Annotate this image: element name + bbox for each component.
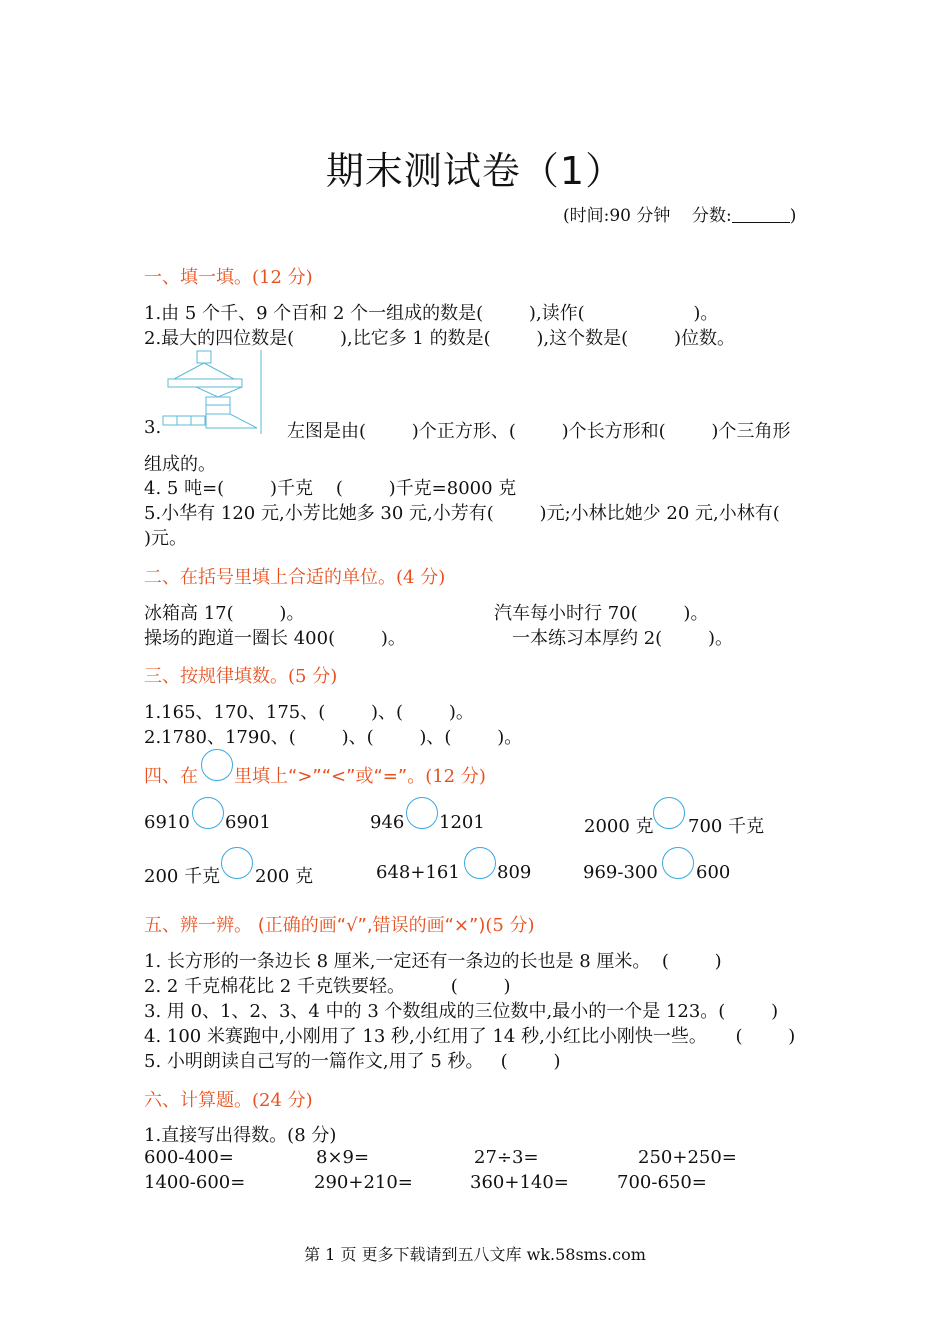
compare-4-right: 200 克 xyxy=(255,866,314,887)
fig-mid-rect xyxy=(206,397,230,405)
fig-bar xyxy=(168,379,242,387)
s2-item-a: 冰箱高 17( )。 xyxy=(144,603,305,624)
s5-question-5: 5. 小明朗读自己写的一篇作文,用了 5 秒。 ( ) xyxy=(144,1051,561,1072)
calc-item: 27÷3= xyxy=(474,1147,539,1168)
fig-base-square-1 xyxy=(163,416,177,425)
compare-1-circle[interactable] xyxy=(192,797,224,829)
s5-question-2: 2. 2 千克棉花比 2 千克铁要轻。 ( ) xyxy=(144,976,511,997)
compare-5-right: 809 xyxy=(497,862,532,883)
compare-5-circle[interactable] xyxy=(464,847,496,879)
page-footer: 第 1 页 更多下载请到五八文库 wk.58sms.com xyxy=(304,1245,646,1264)
tangram-figure xyxy=(160,350,265,436)
compare-3-left: 2000 克 xyxy=(584,816,654,837)
compare-2-left: 946 xyxy=(370,812,405,833)
compare-1-right: 6901 xyxy=(225,812,271,833)
s1-question-5: 5.小华有 120 元,小芳比她多 30 元,小芳有( )元;小林比她少 20 元,小林有( xyxy=(144,503,780,524)
fig-top-square xyxy=(197,351,211,363)
section-5-heading: 五、辨一辨。 (正确的画“√”,错误的画“×”)(5 分) xyxy=(144,915,535,936)
s1-question-4: 4. 5 吨=( )千克 ( )千克=8000 克 xyxy=(144,478,517,499)
compare-2-right: 1201 xyxy=(439,812,485,833)
score-blank[interactable] xyxy=(732,206,790,223)
fig-triangle xyxy=(174,363,234,379)
calc-item: 250+250= xyxy=(638,1147,737,1168)
compare-6-right: 600 xyxy=(696,862,731,883)
s3-question-2: 2.1780、1790、( )、( )、( )。 xyxy=(144,727,523,748)
time-label: (时间:90 分钟 xyxy=(563,206,671,226)
compare-3-right: 700 千克 xyxy=(688,816,765,837)
s2-item-c: 操场的跑道一圈长 400( )。 xyxy=(144,628,406,649)
compare-4-left: 200 千克 xyxy=(144,866,221,887)
heading-circle-icon xyxy=(201,749,233,781)
s1-question-2: 2.最大的四位数是( ),比它多 1 的数是( ),这个数是( )位数。 xyxy=(144,328,735,349)
compare-4-circle[interactable] xyxy=(221,847,253,879)
s2-item-b: 汽车每小时行 70( )。 xyxy=(494,603,709,624)
section-6-heading: 六、计算题。(24 分) xyxy=(144,1090,313,1111)
compare-6-left: 969-300 xyxy=(583,862,658,883)
score-label: 分数: xyxy=(692,206,732,226)
s6-question-1: 1.直接写出得数。(8 分) xyxy=(144,1125,337,1146)
section-3-heading: 三、按规律填数。(5 分) xyxy=(144,666,338,687)
fig-small-rect xyxy=(206,405,230,414)
section-2-heading: 二、在括号里填上合适的单位。(4 分) xyxy=(144,567,446,588)
section-4-heading-part1: 四、在 xyxy=(144,766,198,787)
s1-question-3-number: 3. xyxy=(144,417,162,438)
s2-item-d: 一本练习本厚约 2( )。 xyxy=(512,628,733,649)
exam-meta: (时间:90 分钟 分数: ) xyxy=(563,206,797,226)
fig-lower-triangle xyxy=(196,387,242,397)
calc-item: 8×9= xyxy=(316,1147,370,1168)
fig-base-square-3 xyxy=(191,416,205,425)
s1-question-1: 1.由 5 个千、9 个百和 2 个一组成的数是( ),读作( )。 xyxy=(144,303,719,324)
compare-5-left: 648+161 xyxy=(376,862,460,883)
s5-question-4: 4. 100 米赛跑中,小刚用了 13 秒,小红用了 14 秒,小红比小刚快一些。 ( ) xyxy=(144,1026,796,1047)
s1-question-3-cont: 组成的。 xyxy=(144,454,216,475)
section-1-heading: 一、填一填。(12 分) xyxy=(144,267,313,288)
page-title: 期末测试卷（1） xyxy=(325,149,625,193)
fig-base-square-2 xyxy=(177,416,191,425)
s5-question-3: 3. 用 0、1、2、3、4 中的 3 个数组成的三位数中,最小的一个是 123。( ) xyxy=(144,1001,779,1022)
calc-item: 1400-600= xyxy=(144,1172,246,1193)
calc-item: 700-650= xyxy=(617,1172,707,1193)
compare-6-circle[interactable] xyxy=(662,847,694,879)
calc-item: 360+140= xyxy=(470,1172,569,1193)
section-4-heading-part2: 里填上“>”“<”或“=”。(12 分) xyxy=(234,766,486,787)
compare-2-circle[interactable] xyxy=(406,797,438,829)
calc-item: 290+210= xyxy=(314,1172,413,1193)
s1-question-3: 左图是由( )个正方形、( )个长方形和( )个三角形 xyxy=(287,421,791,442)
fig-base-shape xyxy=(206,414,257,428)
s3-question-1: 1.165、170、175、( )、( )。 xyxy=(144,702,474,723)
compare-1-left: 6910 xyxy=(144,812,190,833)
s5-question-1: 1. 长方形的一条边长 8 厘米,一定还有一条边的长也是 8 厘米。 ( ) xyxy=(144,951,722,972)
compare-3-circle[interactable] xyxy=(653,797,685,829)
s1-question-5-cont: )元。 xyxy=(144,528,188,549)
calc-item: 600-400= xyxy=(144,1147,234,1168)
